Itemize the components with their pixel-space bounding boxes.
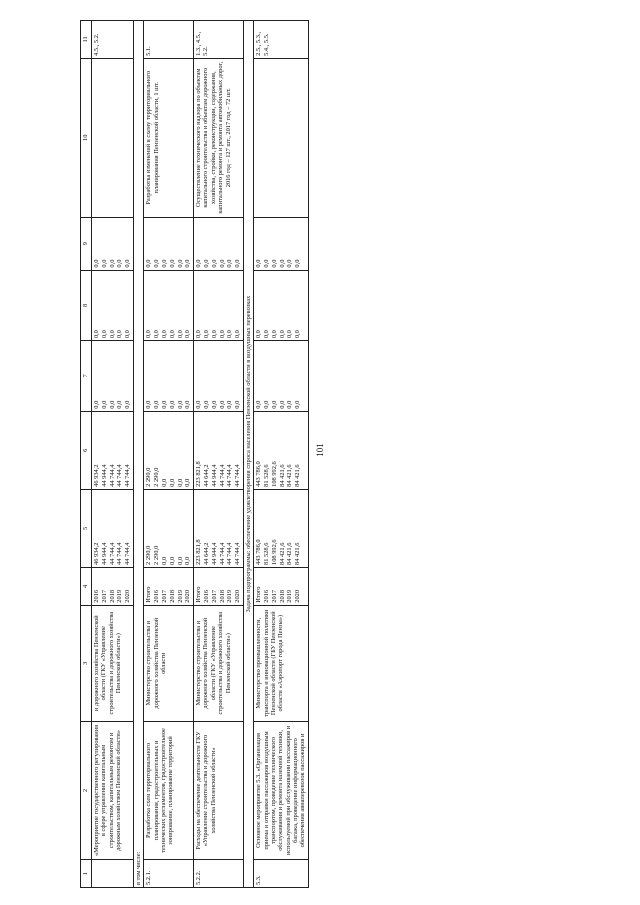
column-header-11: 11	[81, 21, 92, 59]
col6-values-value: 84 421,6	[286, 464, 294, 487]
years-value: 2016	[93, 589, 100, 603]
col5-values-value: 0,0	[176, 556, 184, 565]
col8-values-value: 0,0	[202, 330, 210, 339]
col9-values-value: 0,0	[294, 259, 302, 268]
years-value: 2020	[234, 589, 242, 603]
years	[194, 567, 244, 605]
expected-result	[92, 58, 134, 217]
col8-values-value: 0,0	[124, 330, 132, 339]
years-value: 2016	[263, 589, 271, 603]
table-row	[194, 21, 244, 888]
col7-values-value: 0,0	[184, 400, 192, 409]
years-value: 2020	[294, 589, 302, 603]
col8-values-value: 0,0	[100, 330, 108, 339]
years-value: 2019	[176, 589, 184, 603]
col6-values	[254, 411, 309, 489]
col8-values-value: 0,0	[286, 330, 294, 339]
col9-values-value: 0,0	[255, 259, 263, 268]
col9-values-value: 0,0	[286, 259, 294, 268]
col9-values-value: 0,0	[93, 259, 100, 268]
col7-values-value: 0,0	[176, 400, 184, 409]
col6-values-value: 223 821,8	[195, 461, 203, 487]
measure-name: Расходы на обеспечение деятельности ГКУ «Управление строительства и дорожного хозяйства Пензенской области»	[194, 721, 244, 860]
years-value: 2019	[116, 589, 124, 603]
col5-values	[144, 489, 194, 567]
col5-values-value: 46 934,2	[93, 542, 100, 565]
col7-values-value: 0,0	[270, 400, 278, 409]
col9-values-value: 0,0	[168, 259, 176, 268]
executor: Министерство строительства и дорожного хозяйства Пензенской области	[144, 605, 194, 721]
table-body	[92, 21, 309, 888]
col7-values-value: 0,0	[124, 400, 132, 409]
executor: Министерство промышленности, транспорта и инновационной политики Пензенской области (ГБУ Пензенской области «Аэропорт города Пензы»)	[254, 605, 309, 721]
years-value: 2018	[108, 589, 116, 603]
years-value: 2020	[124, 589, 132, 603]
col6-values-value: 0,0	[168, 478, 176, 487]
col7-values-value: 0,0	[108, 400, 116, 409]
col5-values-value: 0,0	[184, 556, 192, 565]
col8-values-value: 0,0	[226, 330, 234, 339]
years	[92, 567, 134, 605]
col6-values-value: 44 744,4	[116, 464, 124, 487]
col5-values-value: 44 744,4	[234, 542, 242, 565]
col8-values-value: 0,0	[108, 330, 116, 339]
years-value: 2019	[286, 589, 294, 603]
col6-values-value: 0,0	[176, 478, 184, 487]
years-value: 2016	[153, 589, 161, 603]
col9-values	[194, 217, 244, 270]
col7-values-value: 0,0	[226, 400, 234, 409]
years-value: 2020	[184, 589, 192, 603]
column-header-2: 2	[81, 721, 92, 860]
col6-values	[92, 411, 134, 489]
col8-values-value: 0,0	[93, 330, 100, 339]
expected-result: Разработка изменений в схему территориального планирования Пензенской области, 1 шт.	[144, 58, 194, 217]
years-value: 2017	[160, 589, 168, 603]
col8-values-value: 0,0	[168, 330, 176, 339]
col9-values-value: 0,0	[160, 259, 168, 268]
col9-values-value: 0,0	[226, 259, 234, 268]
col5-values-value: 44 744,4	[108, 542, 116, 565]
col6-values-value: 2 290,0	[153, 467, 161, 487]
col8-values-value: 0,0	[195, 330, 203, 339]
col7-values-value: 0,0	[202, 400, 210, 409]
col5-values-value: 44 944,4	[210, 542, 218, 565]
col7-values-value: 0,0	[234, 400, 242, 409]
table-row	[254, 21, 309, 888]
col8-values-value: 0,0	[294, 330, 302, 339]
column-header-5: 5	[81, 489, 92, 567]
col5-values-value: 443 786,0	[255, 539, 263, 565]
col5-values-value: 44 744,4	[226, 542, 234, 565]
col6-values	[144, 411, 194, 489]
column-header-3: 3	[81, 605, 92, 721]
years-value: 2017	[270, 589, 278, 603]
col7-values-value: 0,0	[100, 400, 108, 409]
years-value: 2019	[226, 589, 234, 603]
col7-values-value: 0,0	[168, 400, 176, 409]
col8-values-value: 0,0	[270, 330, 278, 339]
col8-values-value: 0,0	[160, 330, 168, 339]
col9-values	[254, 217, 309, 270]
col9-values	[92, 217, 134, 270]
row-number: 5.2.1.	[144, 860, 194, 888]
col6-values-value: 44 644,2	[202, 464, 210, 487]
col6-values-value: 108 992,6	[270, 461, 278, 487]
years-value: 2017	[100, 589, 108, 603]
col5-values	[194, 489, 244, 567]
column-header-6: 6	[81, 411, 92, 489]
expected-result	[254, 58, 309, 217]
indicators: 2.5., 5.3., 5.4., 5.5.	[254, 21, 309, 59]
years-value: 2018	[168, 589, 176, 603]
col9-values-value: 0,0	[234, 259, 242, 268]
col5-values-value: 84 421,6	[286, 542, 294, 565]
col5-values-value: 84 421,6	[294, 542, 302, 565]
col5-values-value: 44 944,4	[100, 542, 108, 565]
col9-values-value: 0,0	[202, 259, 210, 268]
years-value: Итого	[255, 586, 263, 603]
executor: и дорожного хозяйства Пензенской области (ГКУ «Управление строительства и дорожного хозяйства Пензенской области»)	[92, 605, 134, 721]
years-value: 2016	[202, 589, 210, 603]
col8-values-value: 0,0	[176, 330, 184, 339]
col6-values-value: 84 421,6	[294, 464, 302, 487]
years	[144, 567, 194, 605]
years-value: Итого	[195, 586, 203, 603]
col8-values	[194, 270, 244, 341]
col7-values	[144, 341, 194, 412]
col7-values-value: 0,0	[160, 400, 168, 409]
column-header-8: 8	[81, 270, 92, 341]
row-number	[92, 860, 134, 888]
col8-values-value: 0,0	[255, 330, 263, 339]
col9-values-value: 0,0	[184, 259, 192, 268]
col8-values-value: 0,0	[145, 330, 153, 339]
col7-values	[92, 341, 134, 412]
col8-values-value: 0,0	[184, 330, 192, 339]
col5-values-value: 108 992,6	[270, 539, 278, 565]
years-value: 2017	[210, 589, 218, 603]
col5-values-value: 81 528,6	[263, 542, 271, 565]
col5-values	[92, 489, 134, 567]
measure-name: Разработка схем территориального планирования, градостроительных и технических регламентов, градостроительное зонирование, планирование территорий	[144, 721, 194, 860]
col9-values-value: 0,0	[195, 259, 203, 268]
table-row	[92, 21, 134, 888]
col6-values-value: 44 744,4	[226, 464, 234, 487]
col8-values-value: 0,0	[278, 330, 286, 339]
col6-values-value: 44 744,4	[124, 464, 132, 487]
col7-values-value: 0,0	[116, 400, 124, 409]
executor: Министерство строительства и дорожного хозяйства Пензенской области (ГКУ «Управление строительства и дорожного хозяйства Пензенской области»)	[194, 605, 244, 721]
col5-values-value: 44 744,4	[124, 542, 132, 565]
col8-values-value: 0,0	[218, 330, 226, 339]
col9-values-value: 0,0	[108, 259, 116, 268]
col9-values-value: 0,0	[263, 259, 271, 268]
years	[254, 567, 309, 605]
col6-values	[194, 411, 244, 489]
column-header-7: 7	[81, 341, 92, 412]
col7-values-value: 0,0	[145, 400, 153, 409]
col6-values-value: 443 786,0	[255, 461, 263, 487]
col9-values-value: 0,0	[153, 259, 161, 268]
col8-values	[144, 270, 194, 341]
col9-values-value: 0,0	[270, 259, 278, 268]
col6-values-value: 81 528,6	[263, 464, 271, 487]
col6-values-value: 0,0	[160, 478, 168, 487]
column-header-4: 4	[81, 567, 92, 605]
col8-values-value: 0,0	[234, 330, 242, 339]
header-row	[81, 21, 92, 888]
years-value: 2018	[218, 589, 226, 603]
col9-values-value: 0,0	[278, 259, 286, 268]
col5-values-value: 2 290,0	[145, 545, 153, 565]
col7-values	[194, 341, 244, 412]
col8-values-value: 0,0	[210, 330, 218, 339]
col7-values-value: 0,0	[93, 400, 100, 409]
col9-values-value: 0,0	[218, 259, 226, 268]
col6-values-value: 44 744,4	[218, 464, 226, 487]
indicators: 5.1.	[144, 21, 194, 59]
col6-values-value: 44 744,4	[108, 464, 116, 487]
section-title: Задача подпрограммы: обеспечение удовлетворения спроса населения Пензенской области в воздушных перевозках	[243, 21, 253, 888]
indicators: 4.5., 5.2.	[92, 21, 134, 59]
col9-values-value: 0,0	[176, 259, 184, 268]
program-table	[80, 20, 309, 888]
col9-values-value: 0,0	[100, 259, 108, 268]
expected-result: Осуществление технического надзора по объектам капитального строительства и объектам дорожного хозяйства, стройки, реконструкции, содержания, капитального ремонта и ремонта автомобильных дорог, 2016 год – 127 шт., 2017 год – 72 шт.	[194, 58, 244, 217]
col5-values-value: 223 821,8	[195, 539, 203, 565]
col5-values-value: 2 290,0	[153, 545, 161, 565]
row-number: 5.2.2.	[194, 860, 244, 888]
separator-row	[133, 21, 143, 888]
col8-values-value: 0,0	[116, 330, 124, 339]
col5-values-value: 0,0	[168, 556, 176, 565]
col5-values-value: 44 744,4	[218, 542, 226, 565]
page-number: 101	[315, 443, 325, 457]
col8-values	[92, 270, 134, 341]
measure-name: «Мероприятие государственного регулирования в сфере управления капитальным строительством, капитальным ремонтом и дорожным хозяйством Пензенской области»	[92, 721, 134, 860]
col6-values-value: 44 944,4	[210, 464, 218, 487]
section-row	[243, 21, 253, 888]
separator-label: в том числе:	[133, 21, 143, 888]
rotated-page	[80, 20, 612, 888]
col7-values-value: 0,0	[153, 400, 161, 409]
years-value: 2018	[278, 589, 286, 603]
table-row	[144, 21, 194, 888]
col9-values-value: 0,0	[210, 259, 218, 268]
col9-values	[144, 217, 194, 270]
col5-values-value: 0,0	[160, 556, 168, 565]
col6-values-value: 44 744,4	[234, 464, 242, 487]
col7-values	[254, 341, 309, 412]
col6-values-value: 0,0	[184, 478, 192, 487]
col7-values-value: 0,0	[255, 400, 263, 409]
col8-values-value: 0,0	[263, 330, 271, 339]
measure-name: Основное мероприятие 5.3. «Организация приема и отправки пассажиров воздушным транспортом, проведение технического обслуживания и ремонта наземной техники, используемой при обслуживании пассажиров и багажа, проведение информационного обеспечения авиаперевозок пассажиров и	[254, 721, 309, 860]
col5-values	[254, 489, 309, 567]
col6-values-value: 46 934,2	[93, 464, 100, 487]
col6-values-value: 44 944,4	[100, 464, 108, 487]
col7-values-value: 0,0	[286, 400, 294, 409]
col9-values-value: 0,0	[145, 259, 153, 268]
column-header-10: 10	[81, 58, 92, 217]
col9-values-value: 0,0	[116, 259, 124, 268]
col7-values-value: 0,0	[195, 400, 203, 409]
col7-values-value: 0,0	[210, 400, 218, 409]
col5-values-value: 44 744,4	[116, 542, 124, 565]
col9-values-value: 0,0	[124, 259, 132, 268]
column-header-9: 9	[81, 217, 92, 270]
col6-values-value: 2 290,0	[145, 467, 153, 487]
col6-values-value: 84 421,6	[278, 464, 286, 487]
indicators: 1.3., 4.5., 5.2.	[194, 21, 244, 59]
row-number: 5.3.	[254, 860, 309, 888]
col7-values-value: 0,0	[263, 400, 271, 409]
col7-values-value: 0,0	[294, 400, 302, 409]
col7-values-value: 0,0	[278, 400, 286, 409]
column-header-1: 1	[81, 860, 92, 888]
col5-values-value: 84 421,6	[278, 542, 286, 565]
col5-values-value: 44 644,2	[202, 542, 210, 565]
years-value: Итого	[145, 586, 153, 603]
col7-values-value: 0,0	[218, 400, 226, 409]
col8-values	[254, 270, 309, 341]
col8-values-value: 0,0	[153, 330, 161, 339]
